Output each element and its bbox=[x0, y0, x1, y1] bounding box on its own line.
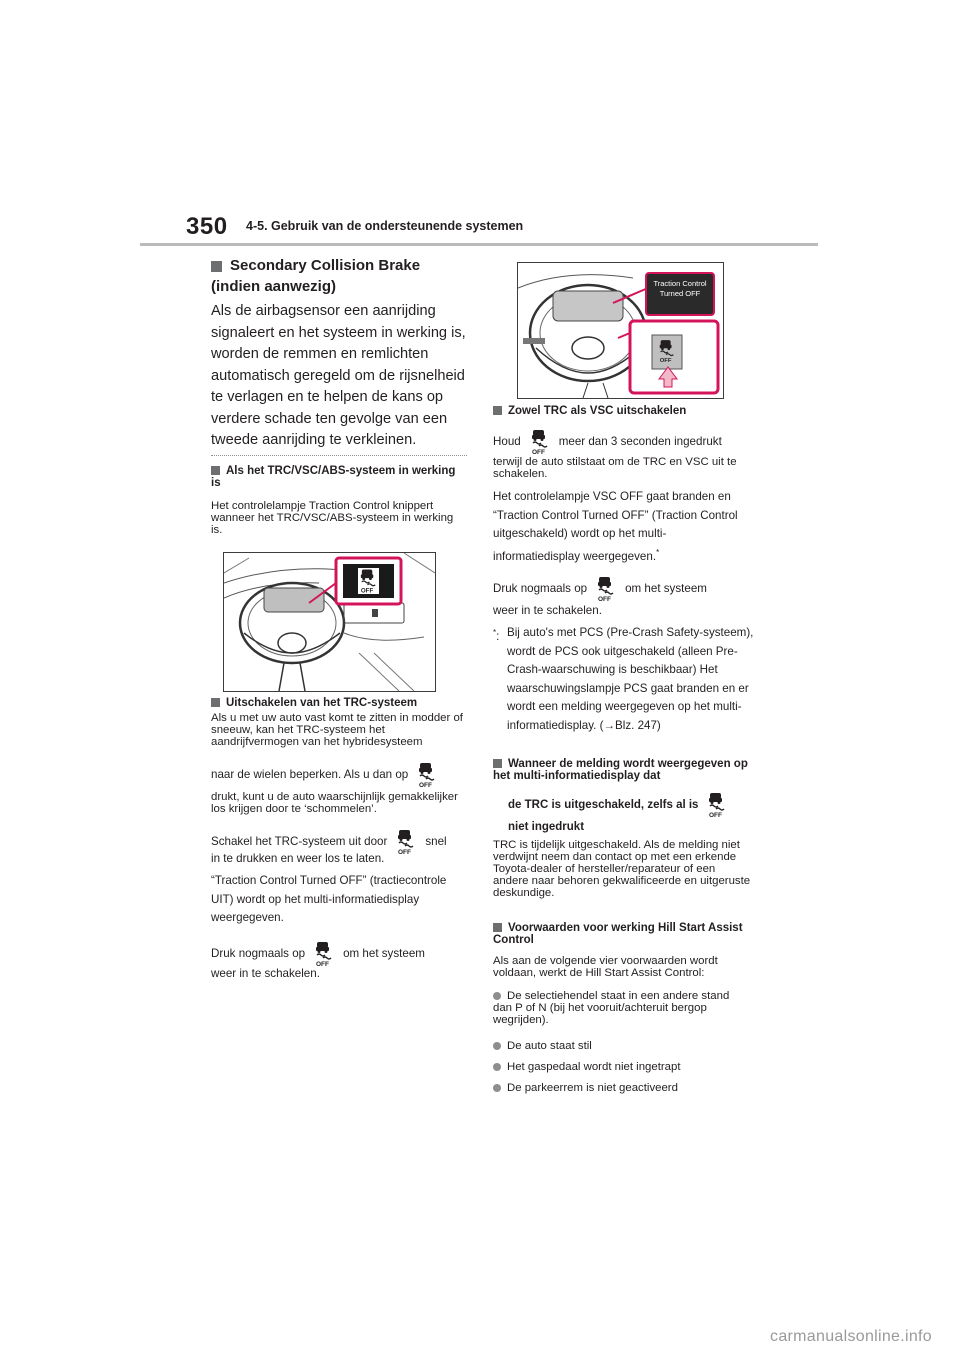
switch-figure bbox=[517, 262, 724, 399]
message-paragraph: TRC is tijdelijk uitgeschakeld. Als de melding niet verdwijnt neem dan contact op met een erkende Toyota-dealer of hersteller/reparateur of een andere naar behoren gekwalificeerde en uitgeruste deskundige. bbox=[493, 839, 751, 899]
list-item: Het gaspedaal wordt niet ingetrapt bbox=[493, 1061, 751, 1073]
trc-off-line-4: Schakel het TRC-systeem uit door snel bbox=[211, 829, 471, 855]
hill-start-paragraph: Als aan de volgende vier voorwaarden wordt voldaan, werkt de Hill Start Assist Control: bbox=[493, 955, 718, 979]
square-bullet-icon bbox=[493, 759, 502, 768]
round-bullet-icon bbox=[493, 992, 501, 1000]
both-off-paragraph-2: terwijl de auto stilstaat om de TRC en VSC uit te schakelen. bbox=[493, 456, 737, 480]
round-bullet-icon bbox=[493, 1063, 501, 1071]
scb-heading: Secondary Collision Brake (indien aanwezig) bbox=[211, 257, 421, 295]
trc-off-icon bbox=[595, 576, 617, 602]
dashboard-figure bbox=[223, 552, 436, 692]
both-off-line-5: weer in te schakelen. bbox=[493, 604, 602, 617]
header-divider bbox=[140, 243, 818, 246]
both-off-heading: Zowel TRC als VSC uitschakelen bbox=[493, 405, 753, 417]
dotted-divider bbox=[211, 455, 467, 456]
footnote: *: Bij auto's met PCS (Pre-Crash Safety-systeem), wordt de PCS ook uitgeschakeld (alleen Pre-Crash-waarschuwing is beschikbaar) Het waarschuwingslampje PCS gaat branden en er wordt een melding weergegeven op het multi-informatiedisplay. (→Blz. 247) bbox=[493, 626, 754, 732]
square-bullet-icon bbox=[493, 923, 502, 932]
trc-off-paragraph-3: drukt, kunt u de auto waarschijnlijk gemakkelijker los krijgen door te ‘schommelen’. bbox=[211, 791, 458, 815]
message-heading-line-3: niet ingedrukt bbox=[508, 821, 585, 833]
trc-off-icon bbox=[416, 762, 438, 788]
watermark: carmanualsonline.info bbox=[770, 1328, 932, 1345]
list-item: De selectiehendel staat in een andere stand dan P of N (bij het vooruit/achteruit bergop wegrijden). bbox=[493, 990, 730, 1026]
trc-off-heading: Uitschakelen van het TRC-systeem bbox=[211, 697, 466, 709]
both-off-paragraph-3: Het controlelampje VSC OFF gaat branden en “Traction Control Turned OFF” (Traction Control uitgeschakeld) wordt op het multi-informatiedisplay weergegeven.* bbox=[493, 490, 738, 563]
dashboard-illustration bbox=[224, 553, 435, 691]
trc-active-paragraph: Het controlelampje Traction Control knippert wanneer het TRC/VSC/ABS-systeem in werking is. bbox=[211, 500, 454, 536]
round-bullet-icon bbox=[493, 1042, 501, 1050]
trc-off-line-2: naar de wielen beperken. Als u dan op bbox=[211, 762, 471, 788]
message-heading-line-2: de TRC is uitgeschakeld, zelfs al is bbox=[508, 792, 758, 818]
both-off-line-4: Druk nogmaals op om het systeem bbox=[493, 576, 758, 602]
trc-off-paragraph-6: “Traction Control Turned OFF” (tractiecontrole UIT) wordt op het multi-informatiedisplay weergegeven. bbox=[211, 874, 447, 924]
traction-control-label: Traction Control Turned OFF bbox=[653, 279, 707, 298]
trc-off-line-8: weer in te schakelen. bbox=[211, 967, 320, 980]
trc-active-heading: Als het TRC/VSC/ABS-systeem in werking is bbox=[211, 465, 456, 489]
square-bullet-icon bbox=[211, 466, 220, 475]
trc-off-paragraph-1: Als u met uw auto vast komt te zitten in modder of sneeuw, kan het TRC-systeem het aandrijfvermogen van het hybridesysteem bbox=[211, 712, 463, 748]
square-bullet-icon bbox=[493, 406, 502, 415]
trc-off-line-7: Druk nogmaals op om het systeem bbox=[211, 941, 471, 967]
list-item: De parkeerrem is niet geactiveerd bbox=[493, 1082, 751, 1094]
hill-start-heading: Voorwaarden voor werking Hill Start Assist Control bbox=[493, 922, 743, 946]
section-title: 4-5. Gebruik van de ondersteunende systemen bbox=[246, 219, 524, 233]
both-off-line-1: Houd meer dan 3 seconden ingedrukt bbox=[493, 429, 758, 455]
list-item: De auto staat stil bbox=[493, 1040, 751, 1052]
trc-off-icon bbox=[706, 792, 728, 818]
trc-off-line-5: in te drukken en weer los te laten. bbox=[211, 852, 385, 865]
round-bullet-icon bbox=[493, 1084, 501, 1092]
square-bullet-icon bbox=[211, 698, 220, 707]
square-bullet-icon bbox=[211, 261, 222, 272]
message-heading: Wanneer de melding wordt weergegeven op het multi-informatiedisplay dat bbox=[493, 758, 748, 782]
scb-paragraph: Als de airbagsensor een aanrijding signaleert en het systeem in werking is, worden de remmen en remlichten automatisch geregeld om de rijsnelheid te verlagen en te helpen de kans op verdere schade ten gevolge van een tweede aanrijding te verkleinen. bbox=[211, 303, 466, 448]
trc-off-icon bbox=[313, 941, 335, 967]
page-number: 350 bbox=[186, 213, 228, 240]
trc-off-icon bbox=[529, 429, 551, 455]
